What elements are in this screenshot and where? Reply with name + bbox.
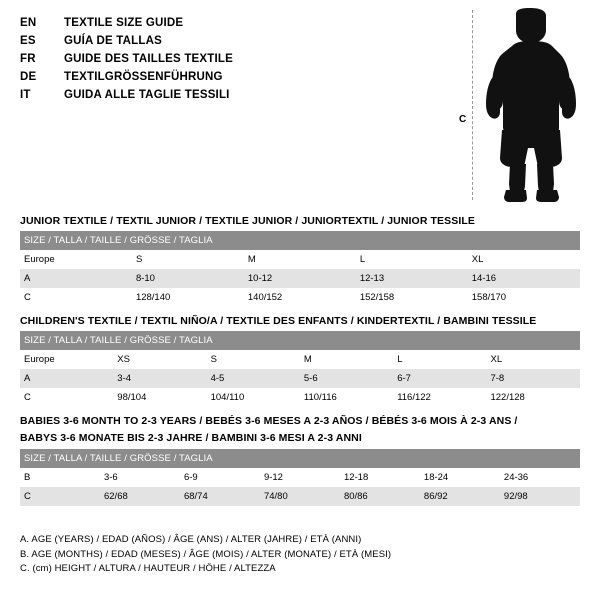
language-row: [20, 32, 440, 50]
language-title-block: [20, 14, 440, 104]
language-title: TEXTILGRÖSSENFÜHRUNG: [64, 71, 223, 83]
legend-block: [20, 533, 580, 577]
row-label: Europe: [20, 350, 113, 369]
table-header-row: [20, 231, 580, 250]
table-cell: 5-6: [300, 369, 393, 388]
table-cell: M: [244, 250, 356, 269]
table-cell: 98/104: [113, 388, 206, 407]
table-header-row: [20, 449, 580, 468]
table-cell: 110/116: [300, 388, 393, 407]
table-cell: 3-6: [100, 468, 180, 487]
row-label: A: [20, 269, 132, 288]
table-cell: 7-8: [486, 369, 580, 388]
section-title-line2: BABYS 3-6 MONATE BIS 2-3 JAHRE / BAMBINI 3-6 MESI A 2-3 ANNI: [20, 432, 362, 444]
language-title: GUIDA ALLE TAGLIE TESSILI: [64, 89, 230, 101]
table-header-label: SIZE / TALLA / TAILLE / GRÖSSE / TAGLIA: [20, 449, 580, 468]
table-cell: 3-4: [113, 369, 206, 388]
table-cell: XS: [113, 350, 206, 369]
height-measure-label: C: [459, 114, 467, 125]
table-row: [20, 369, 580, 388]
table-cell: 104/110: [207, 388, 300, 407]
table-cell: 12-13: [356, 269, 468, 288]
legend-line-c: C. (cm) HEIGHT / ALTURA / HAUTEUR / HÖHE / ALTEZZA: [20, 563, 276, 574]
table-cell: M: [300, 350, 393, 369]
row-label: C: [20, 487, 100, 506]
table-header-label: SIZE / TALLA / TAILLE / GRÖSSE / TAGLIA: [20, 331, 580, 350]
language-title: GUÍA DE TALLAS: [64, 35, 162, 47]
table-row: [20, 250, 580, 269]
language-code: FR: [20, 53, 36, 65]
language-code: EN: [20, 17, 37, 29]
language-row: [20, 68, 440, 86]
table-header-row: [20, 331, 580, 350]
row-label: C: [20, 288, 132, 307]
height-measure-illustration: [450, 8, 590, 203]
table-cell: 18-24: [420, 468, 500, 487]
section-title: JUNIOR TEXTILE / TEXTIL JUNIOR / TEXTILE JUNIOR / JUNIORTEXTIL / JUNIOR TESSILE: [20, 215, 475, 227]
language-row: [20, 86, 440, 104]
table-cell: 116/122: [393, 388, 486, 407]
table-cell: 80/86: [340, 487, 420, 506]
section-junior-textile: [20, 215, 580, 307]
language-title: TEXTILE SIZE GUIDE: [64, 17, 184, 29]
table-header-label: SIZE / TALLA / TAILLE / GRÖSSE / TAGLIA: [20, 231, 580, 250]
row-label: Europe: [20, 250, 132, 269]
row-label: A: [20, 369, 113, 388]
language-code: ES: [20, 35, 36, 47]
children-size-table: [20, 331, 580, 407]
language-row: [20, 14, 440, 32]
table-cell: 12-18: [340, 468, 420, 487]
table-cell: 128/140: [132, 288, 244, 307]
height-measure-line: [472, 10, 473, 200]
table-cell: XL: [468, 250, 580, 269]
section-babies-textile: [20, 415, 580, 506]
table-cell: 4-5: [207, 369, 300, 388]
language-code: IT: [20, 89, 31, 101]
language-title: GUIDE DES TAILLES TEXTILE: [64, 53, 233, 65]
section-title: BABIES 3-6 MONTH TO 2-3 YEARS / BEBÉS 3-6 MESES A 2-3 AÑOS / BÉBÉS 3-6 MOIS À 2-3 ANS /: [20, 415, 518, 427]
table-row: [20, 269, 580, 288]
row-label: B: [20, 468, 100, 487]
legend-line-a: A. AGE (YEARS) / EDAD (AÑOS) / ÂGE (ANS) / ALTER (JAHRE) / ETÀ (ANNI): [20, 534, 362, 545]
table-row: [20, 487, 580, 506]
table-cell: 158/170: [468, 288, 580, 307]
language-row: [20, 50, 440, 68]
table-cell: L: [356, 250, 468, 269]
table-cell: 8-10: [132, 269, 244, 288]
table-row: [20, 468, 580, 487]
table-cell: 140/152: [244, 288, 356, 307]
table-cell: S: [207, 350, 300, 369]
junior-size-table: [20, 231, 580, 307]
table-cell: 92/98: [500, 487, 580, 506]
language-code: DE: [20, 71, 37, 83]
row-label: C: [20, 388, 113, 407]
section-childrens-textile: [20, 315, 580, 407]
table-cell: 6-7: [393, 369, 486, 388]
section-title: CHILDREN'S TEXTILE / TEXTIL NIÑO/A / TEXTILE DES ENFANTS / KINDERTEXTIL / BAMBINI TESSILE: [20, 315, 537, 327]
table-cell: 9-12: [260, 468, 340, 487]
table-cell: XL: [486, 350, 580, 369]
table-row: [20, 388, 580, 407]
table-row: [20, 288, 580, 307]
table-cell: L: [393, 350, 486, 369]
babies-size-table: [20, 449, 580, 506]
table-cell: 68/74: [180, 487, 260, 506]
table-cell: 14-16: [468, 269, 580, 288]
table-cell: 6-9: [180, 468, 260, 487]
table-cell: 74/80: [260, 487, 340, 506]
table-cell: 10-12: [244, 269, 356, 288]
table-row: [20, 350, 580, 369]
table-cell: 86/92: [420, 487, 500, 506]
table-cell: 152/158: [356, 288, 468, 307]
table-cell: 62/68: [100, 487, 180, 506]
table-cell: 24-36: [500, 468, 580, 487]
table-cell: S: [132, 250, 244, 269]
legend-line-b: B. AGE (MONTHS) / EDAD (MESES) / ÂGE (MOIS) / ALTER (MONATE) / ETÀ (MESI): [20, 548, 392, 560]
toddler-silhouette-icon: [482, 8, 590, 203]
table-cell: 122/128: [486, 388, 580, 407]
